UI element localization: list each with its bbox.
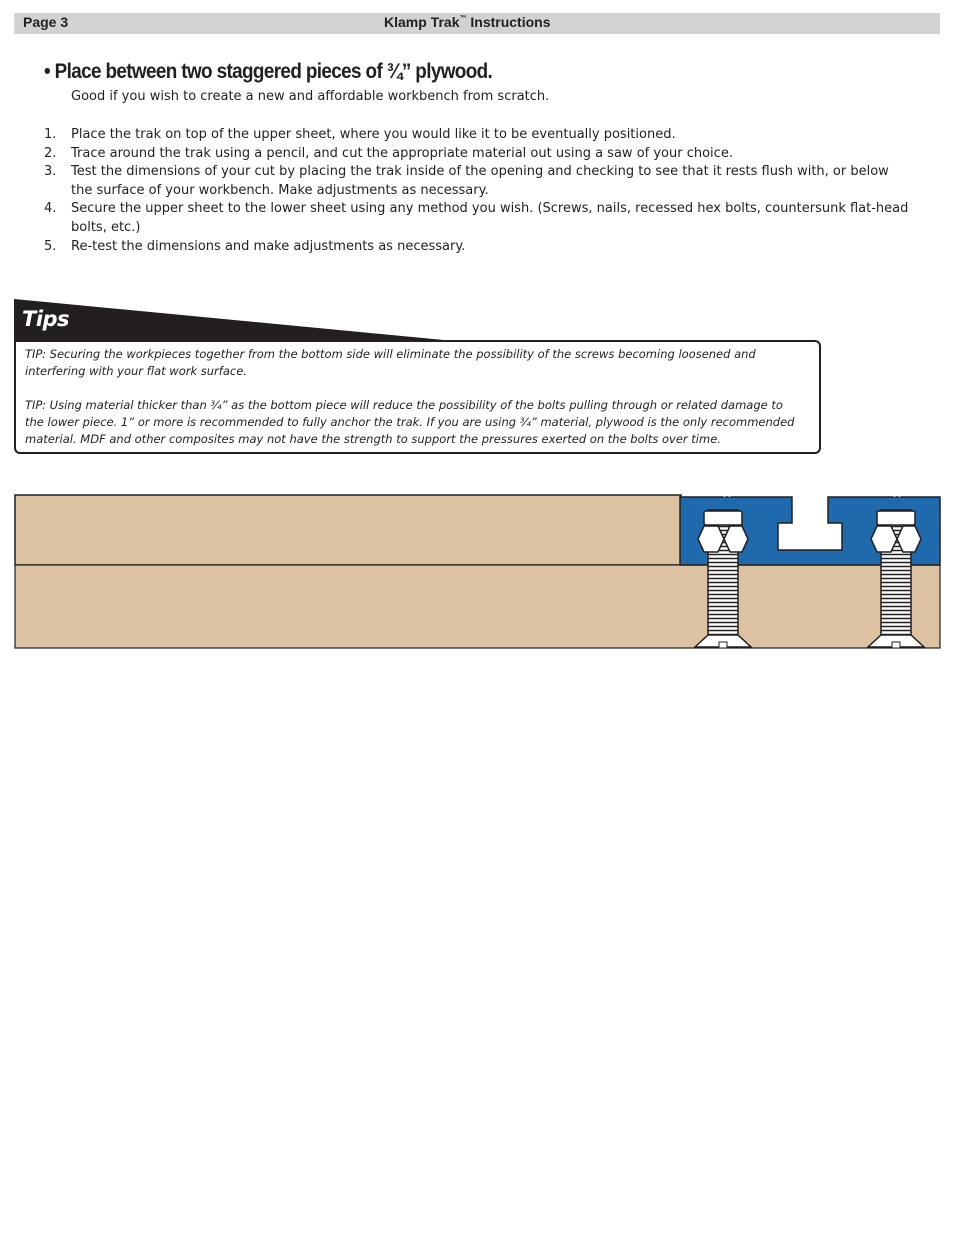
trademark-symbol: ™ [459, 15, 467, 22]
trak-mounting-diagram [14, 493, 941, 650]
section-heading: • Place between two staggered pieces of ¾” plywood. [44, 60, 493, 83]
step-item [44, 126, 914, 145]
document-title [384, 14, 551, 30]
title-text: Klamp Trak [384, 14, 460, 30]
tip-text: TIP: Using material thicker than ¾” as the bottom piece will reduce the possibility of the bolts pulling through or related damage to the lower piece. 1” or more is recommended to fully anchor the trak. If you are using ¾” material, plywood is the only recommended material. MDF and other composites may not have the strength to support the pressures exerted on the bolts over time. [25, 398, 795, 446]
title-suffix: Instructions [470, 14, 551, 30]
tip-text: TIP: Securing the workpieces together from the bottom side will eliminate the possibility of the screws becoming loosened and interfering with your flat work surface. [25, 347, 756, 378]
page-number: Page 3 [23, 14, 69, 30]
tips-label: Tips [22, 307, 70, 331]
step-text: Test the dimensions of your cut by placing the trak inside of the opening and checking to see that it rests flush with, or below the surface of your workbench. Make adjustments as necessary. [71, 164, 889, 198]
tips-box [14, 340, 821, 454]
page-header-bar [14, 13, 940, 34]
step-text: Place the trak on top of the upper sheet, where you would like it to be eventually positioned. [71, 127, 676, 142]
step-text: Secure the upper sheet to the lower sheet using any method you wish. (Screws, nails, recessed hex bolts, countersunk flat-head bolts, etc.) [71, 201, 909, 235]
step-text: Trace around the trak using a pencil, and cut the appropriate material out using a saw of your choice. [71, 145, 733, 161]
tips-banner [14, 299, 454, 341]
step-text: Re-test the dimensions and make adjustments as necessary. [71, 238, 466, 254]
step-number: 2. [44, 145, 57, 161]
step-number: 1. [44, 127, 57, 142]
section-intro: Good if you wish to create a new and affordable workbench from scratch. [71, 89, 550, 104]
instruction-steps [44, 126, 914, 256]
upper-plywood-sheet [15, 495, 681, 565]
lower-plywood-sheet [15, 565, 940, 648]
step-item [44, 145, 914, 164]
step-number: 3. [44, 164, 57, 180]
step-item [44, 238, 914, 257]
step-number: 4. [44, 201, 57, 217]
step-number: 5. [44, 238, 57, 254]
step-item [44, 163, 914, 200]
step-item [44, 200, 914, 237]
